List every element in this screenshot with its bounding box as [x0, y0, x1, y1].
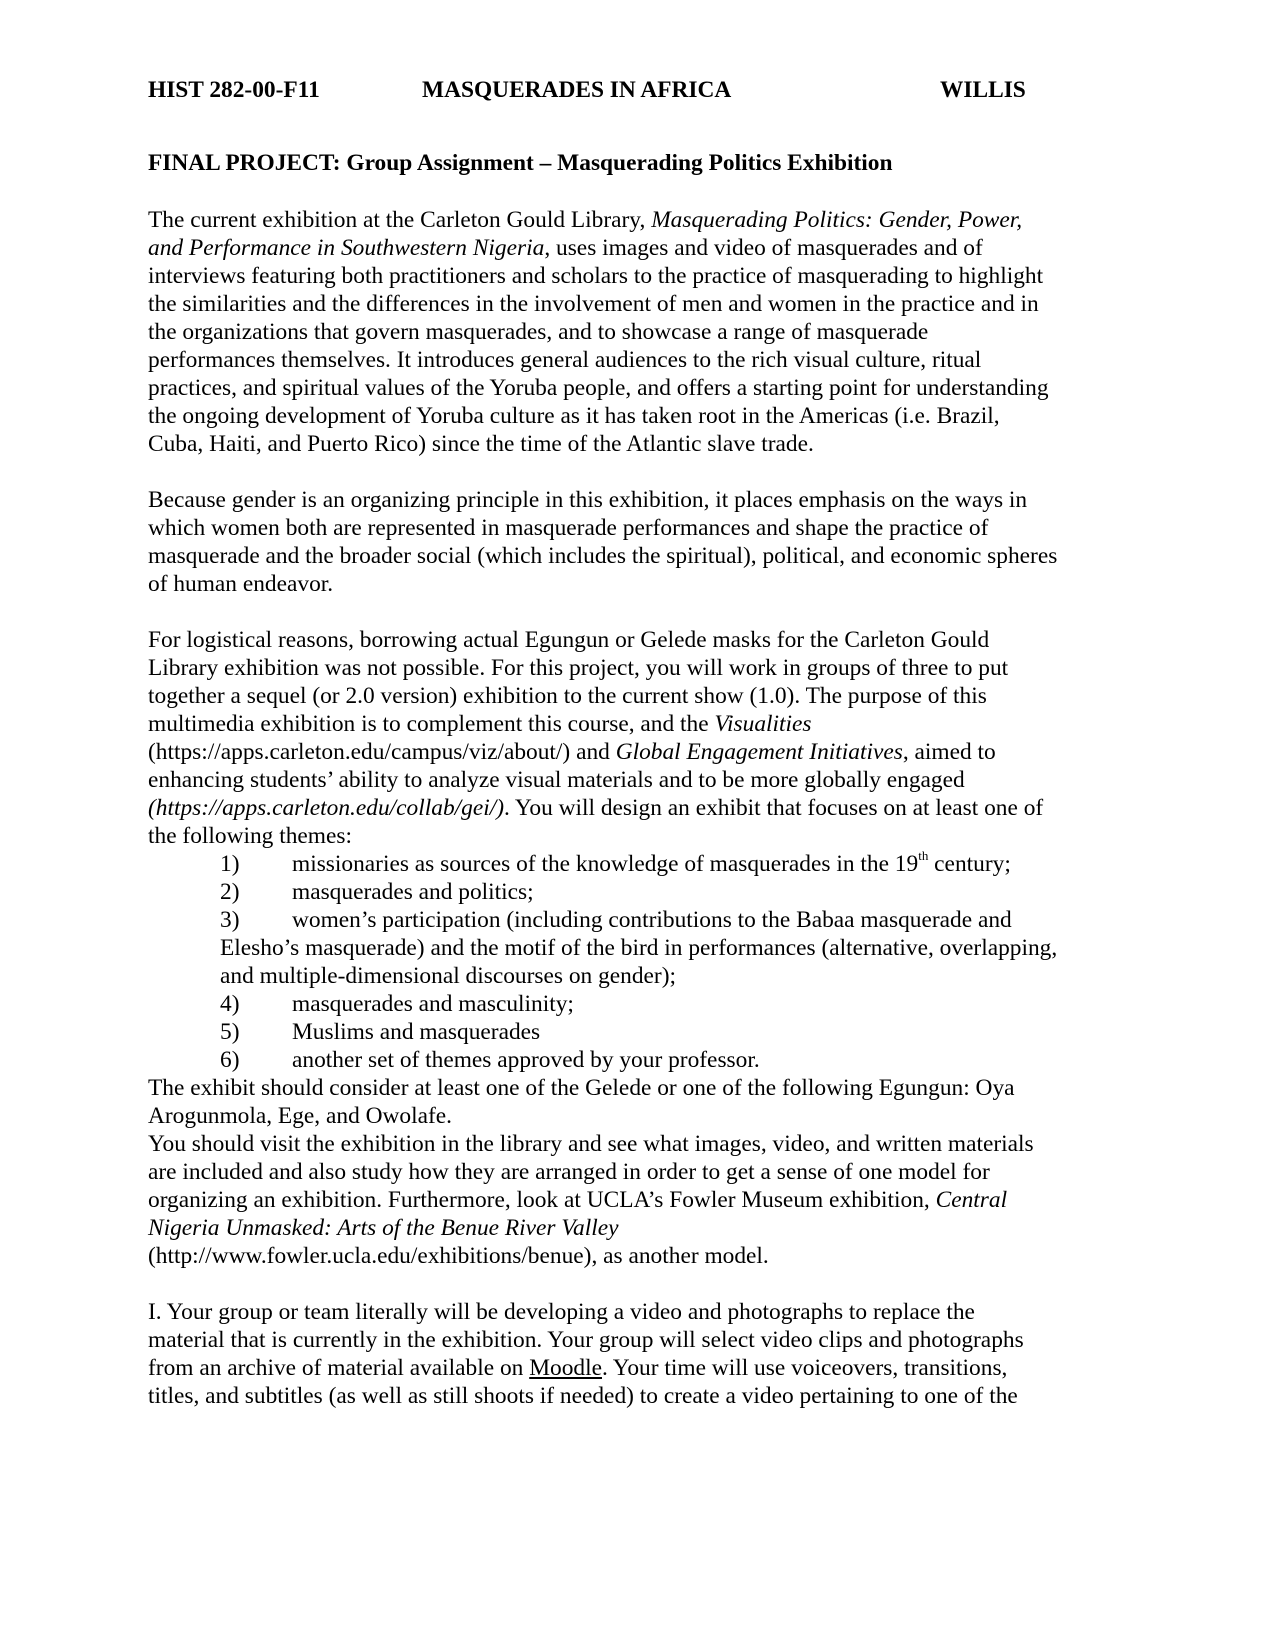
para3-line: For logistical reasons, borrowing actual Egungun or Gelede masks for the Carleton Gould: [148, 627, 990, 653]
theme-text: women’s participation (including contributions to the Babaa masquerade and: [292, 907, 1012, 933]
theme-text: masquerades and masculinity;: [292, 991, 574, 1017]
fowler-exhibition-title-cont: Nigeria Unmasked: Arts of the Benue River Valley: [148, 1215, 619, 1241]
text: from an archive of material available on: [148, 1355, 530, 1381]
theme-item-cont: and multiple-dimensional discourses on gender);: [220, 963, 677, 989]
theme-text: masquerades and politics;: [292, 879, 534, 905]
para3-line: together a sequel (or 2.0 version) exhibition to the current show (1.0). The purpose of this: [148, 683, 987, 709]
para3-line: [148, 738, 996, 766]
fowler-url: (http://www.fowler.ucla.edu/exhibitions/benue), as another model.: [148, 1243, 769, 1269]
para2-line: masquerade and the broader social (which includes the spiritual), political, and economic spheres: [148, 543, 1058, 569]
text: The current exhibition at the Carleton Gould Library,: [148, 207, 652, 233]
theme-text: Muslims and masquerades: [292, 1019, 541, 1045]
para6-line: material that is currently in the exhibition. Your group will select video clips and photographs: [148, 1327, 1024, 1353]
theme-item: [220, 906, 1012, 934]
text: , uses images and video of masquerades and of: [544, 235, 983, 261]
text: , aimed to: [902, 739, 996, 765]
theme-number: 5): [220, 1019, 240, 1045]
para1-line: practices, and spiritual values of the Yoruba people, and offers a starting point for understanding: [148, 375, 1049, 401]
text: organizing an exhibition. Furthermore, look at UCLA’s Fowler Museum exhibition,: [148, 1187, 936, 1213]
para5-line: You should visit the exhibition in the library and see what images, video, and written materials: [148, 1131, 1034, 1157]
theme-number: 3): [220, 907, 240, 933]
para3-line: enhancing students’ ability to analyze visual materials and to be more globally engaged: [148, 767, 965, 793]
theme-item: [220, 1018, 540, 1046]
theme-item: [220, 990, 574, 1018]
para1-line: [148, 234, 983, 262]
theme-number: 6): [220, 1047, 240, 1073]
para2-line: of human endeavor.: [148, 571, 334, 597]
gei-title: Global Engagement Initiatives: [615, 739, 903, 765]
visualities-url: (https://apps.carleton.edu/campus/viz/about/) and: [148, 739, 616, 765]
para1-line: [148, 206, 1022, 234]
para3-line: the following themes:: [148, 823, 352, 849]
para6-line: I. Your group or team literally will be developing a video and photographs to replace the: [148, 1299, 975, 1325]
para3-line: [148, 710, 812, 738]
text: multimedia exhibition is to complement this course, and the: [148, 711, 715, 737]
para1-line: the organizations that govern masquerades, and to showcase a range of masquerade: [148, 319, 929, 345]
exhibition-title-cont: and Performance in Southwestern Nigeria: [148, 235, 545, 261]
theme-text: century;: [928, 851, 1011, 877]
para1-line: the similarities and the differences in the involvement of men and women in the practice and in: [148, 291, 1039, 317]
superscript: th: [918, 848, 929, 864]
para1-line: performances themselves. It introduces general audiences to the rich visual culture, ritual: [148, 347, 982, 373]
para4-line: Arogunmola, Ege, and Owolafe.: [148, 1103, 452, 1129]
course-title: MASQUERADES IN AFRICA: [422, 77, 732, 103]
gei-url: (https://apps.carleton.edu/collab/gei/): [148, 795, 504, 821]
para2-line: Because gender is an organizing principle in this exhibition, it places emphasis on the ways in: [148, 487, 1028, 513]
para1-line: interviews featuring both practitioners and scholars to the practice of masquerading to highlight: [148, 263, 1044, 289]
theme-item: [220, 850, 1011, 878]
text: . You will design an exhibit that focuses on at least one of: [504, 795, 1044, 821]
assignment-heading: FINAL PROJECT: Group Assignment – Masquerading Politics Exhibition: [148, 150, 893, 176]
instructor-name: WILLIS: [940, 77, 1026, 103]
para2-line: which women both are represented in masquerade performances and shape the practice of: [148, 515, 989, 541]
visualities-title: Visualities: [714, 711, 812, 737]
para3-line: Library exhibition was not possible. For this project, you will work in groups of three to put: [148, 655, 1009, 681]
theme-number: 1): [220, 851, 240, 877]
theme-item: [220, 878, 534, 906]
theme-number: 4): [220, 991, 240, 1017]
para5-line: are included and also study how they are arranged in order to get a sense of one model for: [148, 1159, 990, 1185]
theme-item: [220, 1046, 760, 1074]
para6-line: titles, and subtitles (as well as still shoots if needed) to create a video pertaining to one of the: [148, 1383, 1018, 1409]
theme-text: another set of themes approved by your professor.: [292, 1047, 760, 1073]
para1-line: Cuba, Haiti, and Puerto Rico) since the time of the Atlantic slave trade.: [148, 431, 814, 457]
fowler-exhibition-title: Central: [935, 1187, 1008, 1213]
theme-text: missionaries as sources of the knowledge of masquerades in the 19: [292, 851, 919, 877]
para5-line: [148, 1186, 1007, 1214]
para4-line: The exhibit should consider at least one of the Gelede or one of the following Egungun: Oya: [148, 1075, 1015, 1101]
theme-number: 2): [220, 879, 240, 905]
para1-line: the ongoing development of Yoruba culture as it has taken root in the Americas (i.e. Brazil,: [148, 403, 1000, 429]
para3-line: [148, 794, 1043, 822]
para6-line: [148, 1354, 1007, 1382]
theme-item-cont: Elesho’s masquerade) and the motif of the bird in performances (alternative, overlapping,: [220, 935, 1058, 961]
exhibition-title: Masquerading Politics: Gender, Power,: [651, 207, 1023, 233]
moodle-link[interactable]: Moodle: [529, 1355, 602, 1381]
course-code: HIST 282-00-F11: [148, 77, 320, 103]
text: . Your time will use voiceovers, transitions,: [601, 1355, 1008, 1381]
